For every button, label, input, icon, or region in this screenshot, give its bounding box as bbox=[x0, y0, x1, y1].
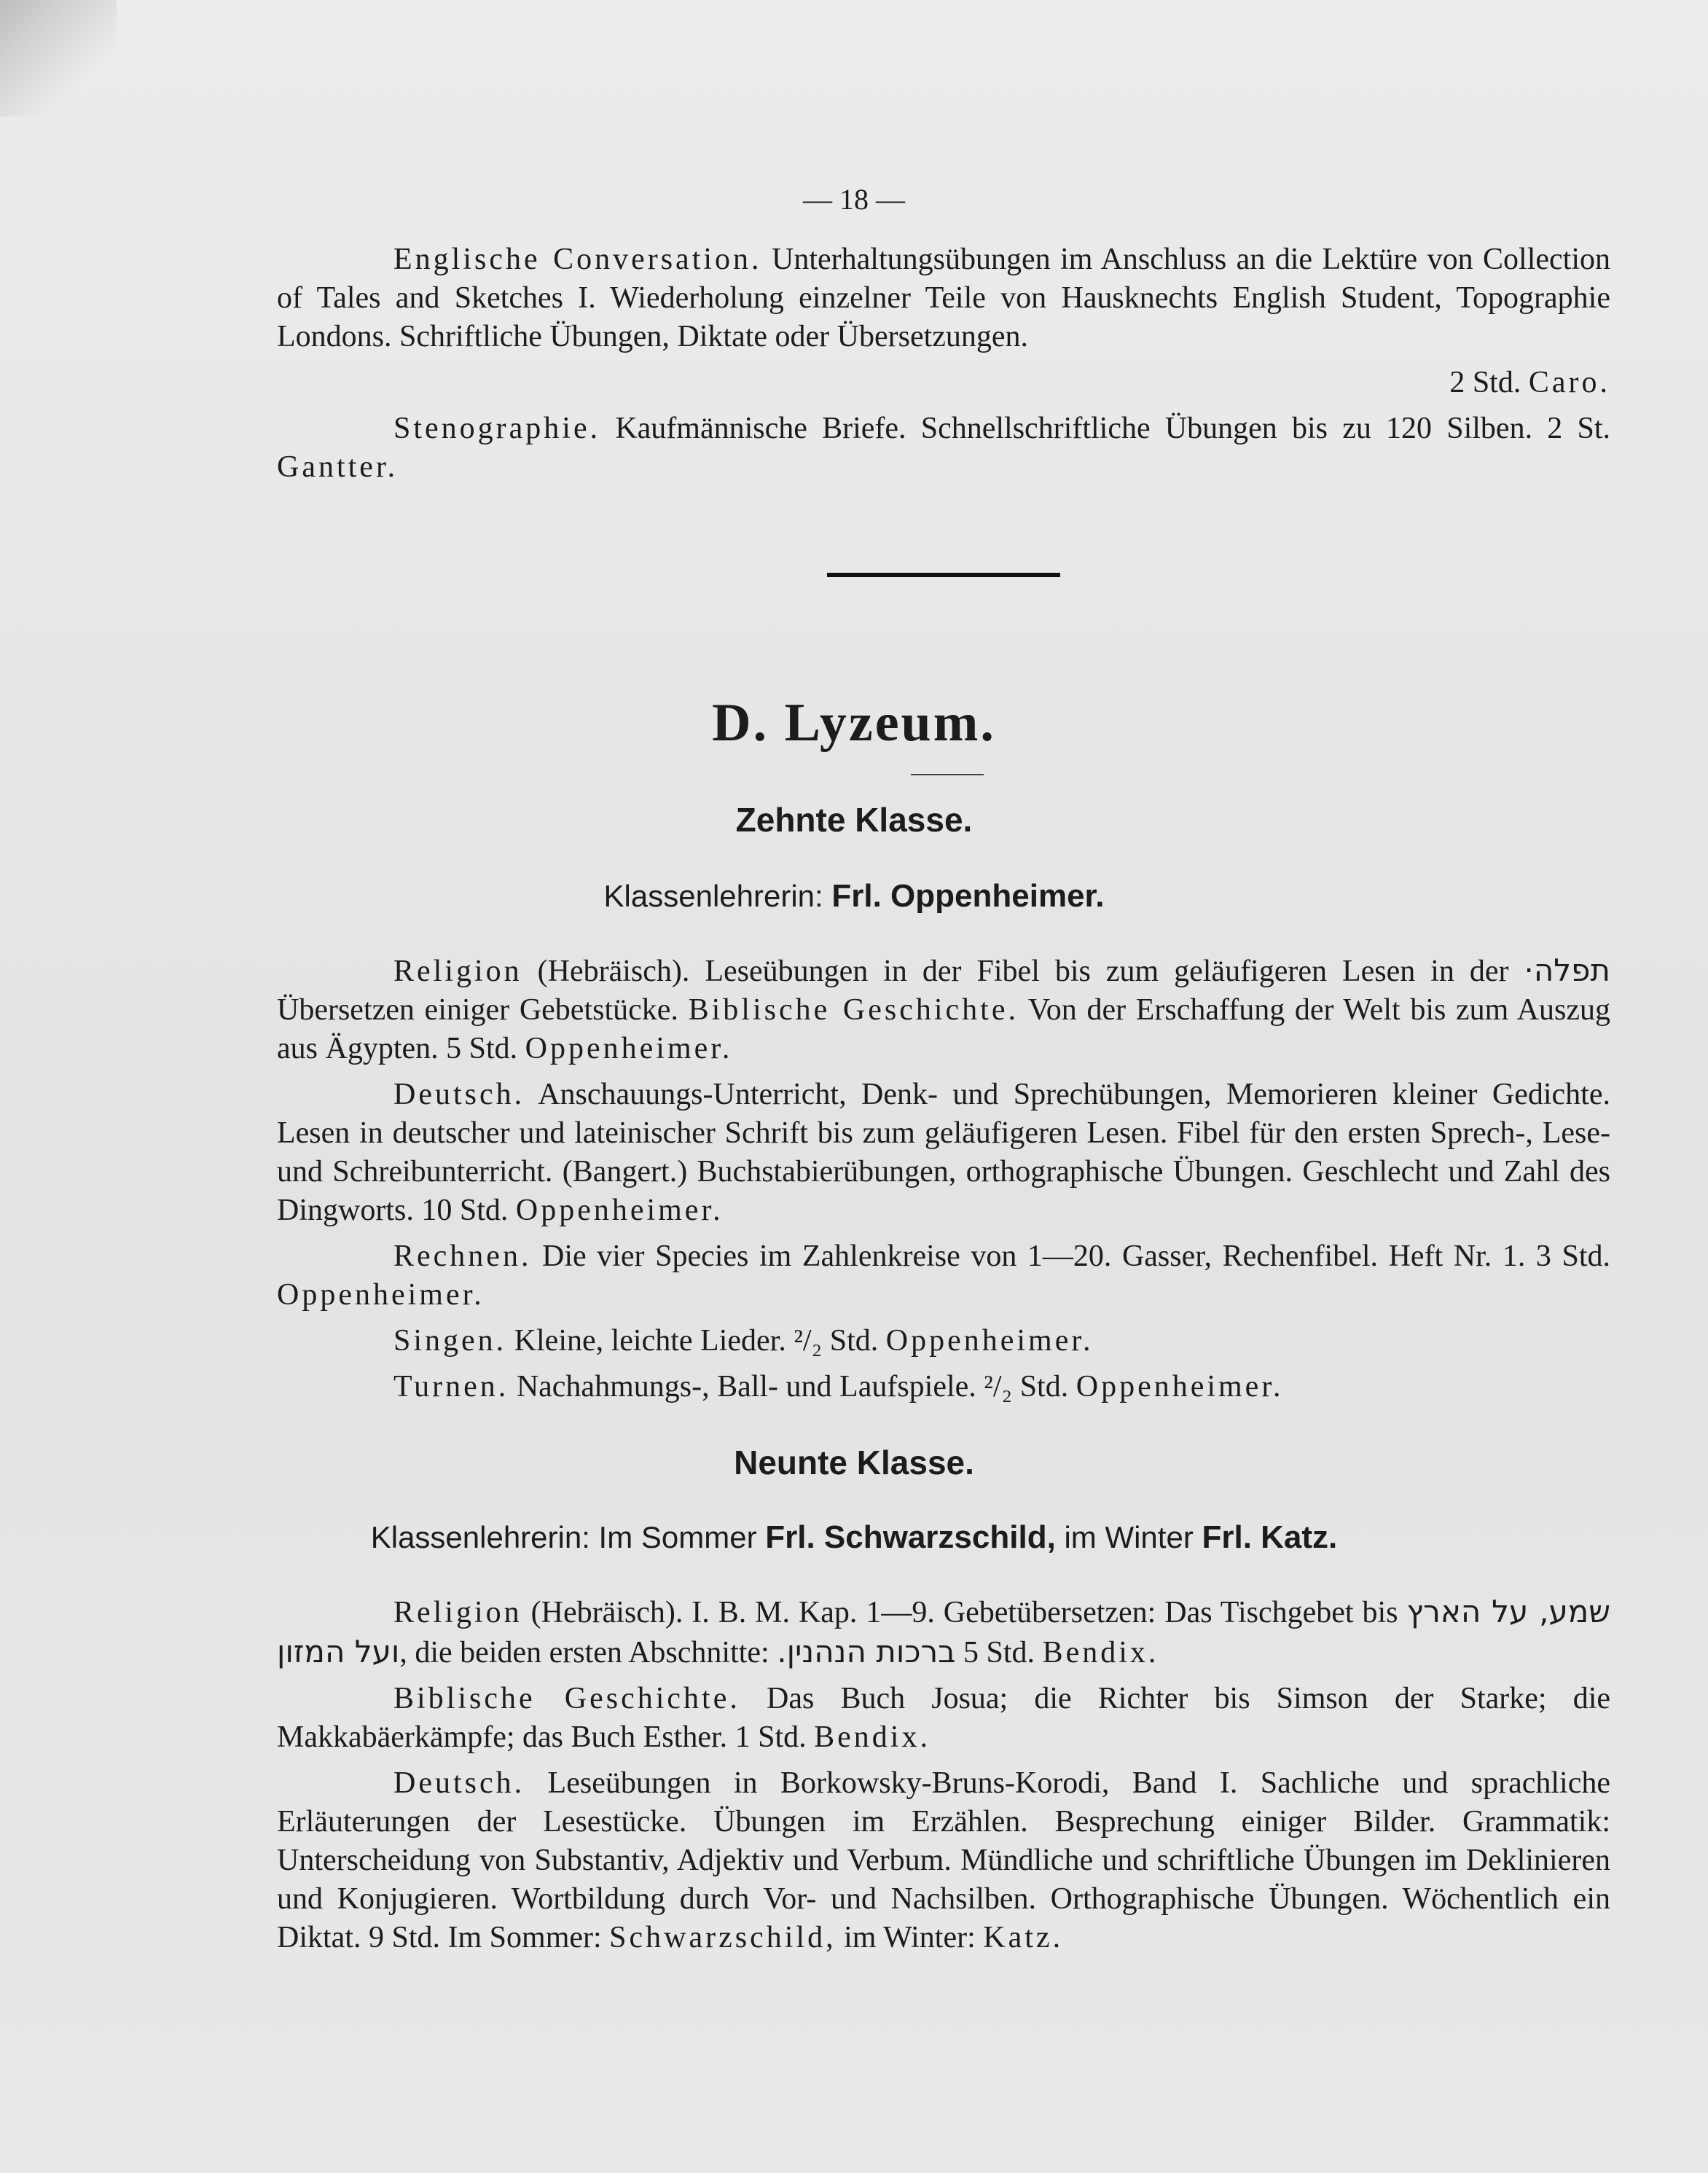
zehnte-turnen-text: Nachahmungs-, Ball- und Laufspiele. ²/₂ Std. bbox=[516, 1370, 1069, 1403]
neunte-subjects-block bbox=[277, 1592, 1610, 1965]
neunte-bible-text: Das Buch Josua; die Richter bis Simson der Starke; die Makkabäerkämpfe; das Buch Esther. 1 Std. bbox=[277, 1682, 1611, 1754]
neunte-religion-hours: 5 Std. bbox=[963, 1636, 1035, 1669]
neunte-deutsch-paragraph bbox=[277, 1764, 1610, 1957]
stenographie-label: Stenographie. bbox=[393, 412, 601, 445]
zehnte-rechnen-paragraph bbox=[277, 1237, 1610, 1315]
zehnte-singen-text: Kleine, leichte Lieder. ²/₂ Std. bbox=[514, 1324, 879, 1358]
zehnte-rechnen-teacher: Oppenheimer. bbox=[277, 1278, 485, 1312]
zehnte-religion-text-3: Von der Erschaffung der Welt bis zum Auszug aus Ägypten. 5 Std. bbox=[277, 993, 1611, 1065]
zehnte-subjects-block bbox=[277, 951, 1610, 1414]
neunte-religion-paragraph bbox=[277, 1592, 1610, 1672]
zehnte-turnen-paragraph bbox=[277, 1368, 1610, 1406]
neunte-religion-text-1: (Hebräisch). I. B. M. Kap. 1—9. Gebetübersetzen: Das Tischgebet bis bbox=[530, 1596, 1398, 1629]
title-underline bbox=[911, 774, 984, 775]
stenographie-text: Kaufmännische Briefe. Schnellschriftliche Übungen bis zu 120 Silben. 2 St. bbox=[615, 412, 1610, 445]
neunte-bible-label: Biblische Geschichte. bbox=[393, 1682, 740, 1715]
neunte-bible-teacher: Bendix. bbox=[814, 1720, 931, 1754]
neunte-teacher-winter: Frl. Katz. bbox=[1202, 1519, 1338, 1555]
zehnte-deutsch-teacher: Oppenheimer. bbox=[515, 1194, 724, 1227]
zehnte-singen-paragraph bbox=[277, 1322, 1610, 1360]
neunte-deutsch-text: Leseübungen in Borkowsky-Bruns-Korodi, Band I. Sachliche und sprachliche Erläuterungen der Lesestücke. Übungen im Erzählen. Besprechung einiger Bilder. Grammatik: Unterscheidung von Substantiv, Adjektiv und Verbum. Mündliche und schriftliche Übungen im Deklinieren und Konjugieren. Wortbildung durch Vor- und Nachsilben. Orthographische Übungen. Wöchentlich ein Diktat. 9 Std. Im Sommer: bbox=[277, 1766, 1611, 1954]
neunte-bible-paragraph bbox=[277, 1680, 1610, 1757]
english-conversation-label: Englische Conversation. bbox=[393, 243, 762, 276]
zehnte-singen-label: Singen. bbox=[393, 1324, 507, 1358]
zehnte-religion-text-1: (Hebräisch). Leseübungen in der Fibel bis zum geläufigeren Lesen in der bbox=[537, 955, 1509, 988]
neunte-religion-text-2: , die beiden ersten Abschnitte: bbox=[399, 1636, 769, 1669]
neunte-teacher-summer: Frl. Schwarzschild, bbox=[765, 1519, 1056, 1555]
neunte-religion-teacher: Bendix. bbox=[1042, 1636, 1159, 1669]
zehnte-deutsch-paragraph bbox=[277, 1076, 1610, 1230]
zehnte-deutsch-text: Anschauungs-Unterricht, Denk- und Sprechübungen, Memorieren kleiner Gedichte. Lesen in deutscher und lateinischer Schrift bis zum geläufigeren Lesen. Fibel für den ersten Sprech-, Lese- und Schreibunterricht. (Bangert.) Buchstabierübungen, orthographische Übungen. Geschlecht und Zahl des Dingworts. 10 Std. bbox=[277, 1078, 1610, 1227]
page-number: — 18 — bbox=[803, 183, 905, 216]
zehnte-klasse-title: Zehnte Klasse. bbox=[735, 801, 973, 839]
zehnte-deutsch-label: Deutsch. bbox=[393, 1078, 525, 1111]
zehnte-klassenlehrerin-line bbox=[0, 878, 1708, 915]
neunte-religion-hebrew-1: שמע, על הארץ ועל המזון bbox=[277, 1594, 1611, 1669]
zehnte-religion-label: Religion bbox=[393, 955, 522, 988]
neunte-teacher-prefix: Klassenlehrerin: Im Sommer bbox=[370, 1520, 757, 1554]
stenographie-paragraph bbox=[277, 410, 1610, 487]
neunte-deutsch-text-2: im Winter: bbox=[844, 1921, 976, 1954]
zehnte-religion-hebrew: תפלה· bbox=[1524, 952, 1611, 988]
zehnte-turnen-teacher: Oppenheimer. bbox=[1076, 1370, 1284, 1403]
neunte-deutsch-teacher-summer: Schwarzschild, bbox=[609, 1921, 837, 1954]
zehnte-singen-teacher: Oppenheimer. bbox=[885, 1324, 1094, 1358]
neunte-teacher-mid: im Winter bbox=[1064, 1520, 1194, 1554]
english-conversation-text: Unterhaltungsübungen im Anschluss an die Lektüre von Collection of Tales and Sketches I. Wiederholung einzelner Teile von Hausknechts English Student, Topographie Londons. Schriftliche Übungen, Diktate oder Übersetzungen. bbox=[277, 243, 1611, 353]
zehnte-religion-text-2: Übersetzen einiger Gebetstücke. bbox=[277, 993, 678, 1027]
english-conversation-hours: 2 Std. bbox=[1449, 366, 1521, 399]
zehnte-turnen-label: Turnen. bbox=[393, 1370, 509, 1403]
zehnte-teacher-prefix: Klassenlehrerin: bbox=[603, 879, 823, 913]
zehnte-rechnen-text: Die vier Species im Zahlenkreise von 1—20. Gasser, Rechenfibel. Heft Nr. 1. 3 Std. bbox=[542, 1240, 1611, 1273]
top-continuation-block bbox=[277, 240, 1610, 494]
zehnte-religion-teacher: Oppenheimer. bbox=[525, 1032, 733, 1065]
neunte-religion-label: Religion bbox=[393, 1596, 522, 1629]
zehnte-religion-sub-label: Biblische Geschichte. bbox=[688, 993, 1019, 1027]
stenographie-teacher: Gantter. bbox=[277, 450, 399, 484]
section-title: D. Lyzeum. bbox=[712, 693, 996, 753]
english-conversation-hours-line bbox=[277, 364, 1610, 402]
neunte-deutsch-teacher-winter: Katz. bbox=[983, 1921, 1064, 1954]
zehnte-rechnen-label: Rechnen. bbox=[393, 1240, 532, 1273]
neunte-klasse-title: Neunte Klasse. bbox=[734, 1444, 974, 1481]
english-conversation-paragraph bbox=[277, 240, 1610, 356]
section-divider bbox=[827, 573, 1060, 577]
neunte-klassenlehrerin-line bbox=[0, 1519, 1708, 1556]
neunte-religion-hebrew-2: ברכות הנהנין. bbox=[777, 1634, 956, 1669]
neunte-deutsch-label: Deutsch. bbox=[393, 1766, 525, 1800]
zehnte-teacher-name: Frl. Oppenheimer. bbox=[831, 878, 1105, 914]
english-conversation-teacher: Caro. bbox=[1528, 366, 1610, 399]
zehnte-religion-paragraph bbox=[277, 951, 1610, 1068]
